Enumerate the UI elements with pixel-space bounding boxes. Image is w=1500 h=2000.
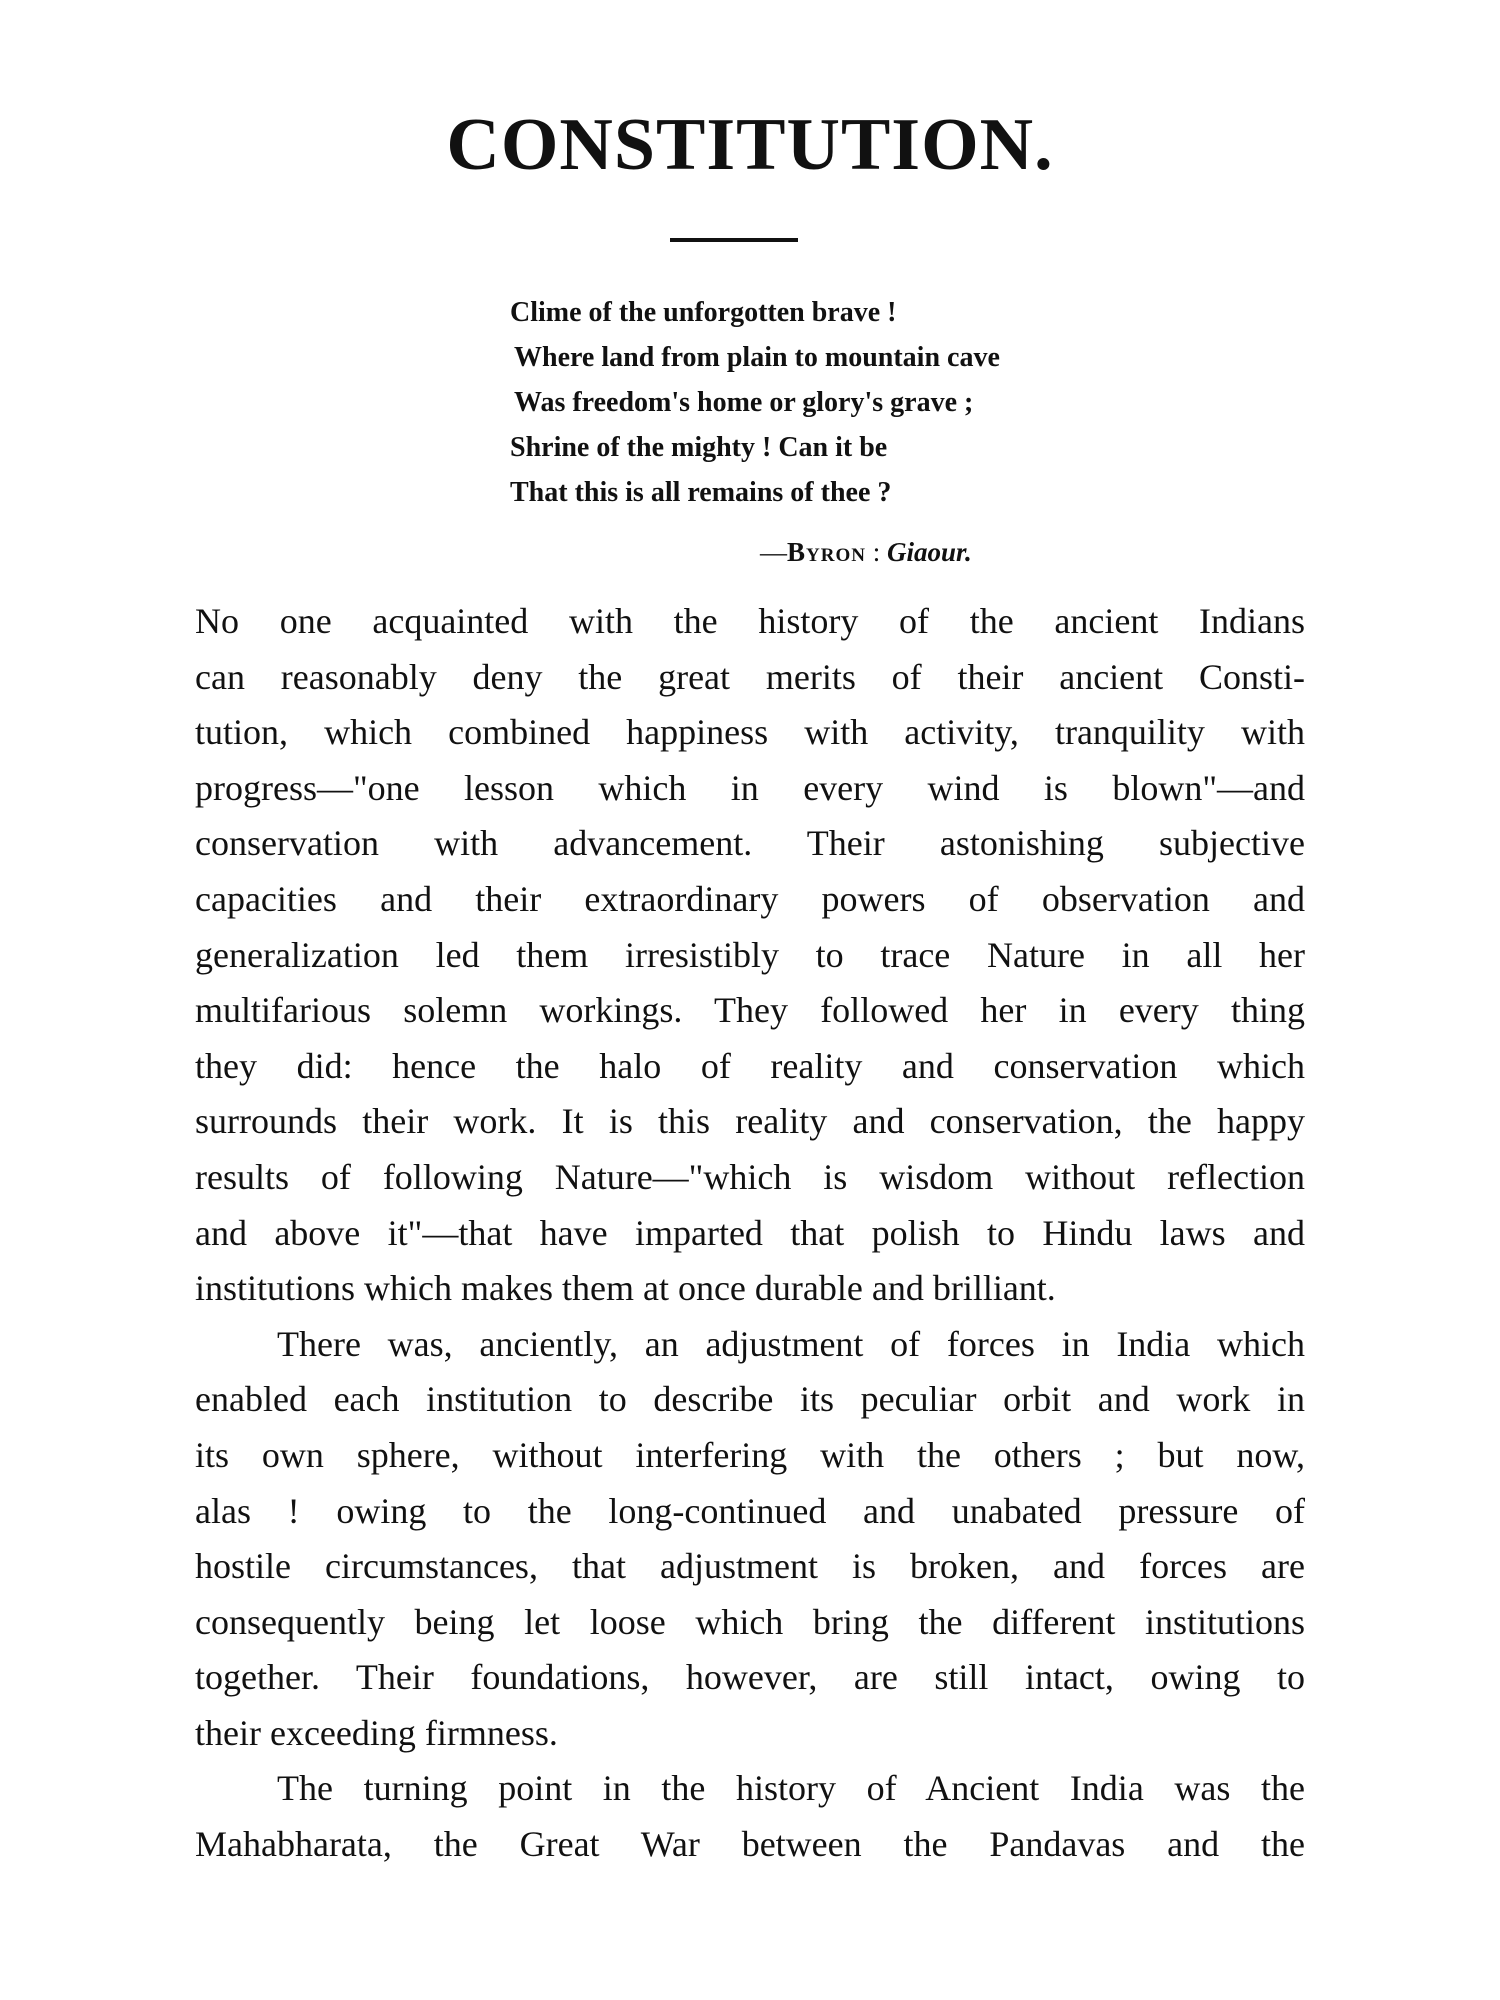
- text-line: they did: hence the halo of reality and conservation which: [195, 1045, 1305, 1086]
- text-line: progress—"one lesson which in every wind is blown"—and: [195, 767, 1305, 808]
- text-line: consequently being let loose which bring the different institutions: [195, 1601, 1305, 1642]
- epigraph-line: Clime of the unforgotten brave !: [510, 297, 897, 328]
- epigraph-line: Was freedom's home or glory's grave ;: [514, 387, 974, 418]
- text-line: its own sphere, without interfering with the others ; but now,: [195, 1434, 1305, 1475]
- text-line: The turning point in the history of Ancient India was the: [277, 1768, 1305, 1809]
- epigraph-line: That this is all remains of thee ?: [510, 477, 892, 508]
- text-line: capacities and their extraordinary powers of observation and: [195, 878, 1305, 919]
- text-line: results of following Nature—"which is wisdom without reflection: [195, 1156, 1305, 1197]
- attribution-dash: —: [760, 537, 787, 567]
- epigraph-line: Shrine of the mighty ! Can it be: [510, 432, 888, 463]
- attribution-author: Byron: [787, 537, 866, 567]
- epigraph-attribution: [760, 532, 972, 572]
- text-line: There was, anciently, an adjustment of forces in India which: [277, 1323, 1305, 1364]
- epigraph-line: Where land from plain to mountain cave: [514, 342, 1000, 373]
- text-line: multifarious solemn workings. They followed her in every thing: [195, 990, 1305, 1031]
- text-line: generalization led them irresistibly to trace Nature in all her: [195, 934, 1305, 975]
- text-line: tution, which combined happiness with activity, tranquility with: [195, 712, 1305, 753]
- paragraph-1: [195, 594, 1305, 1317]
- text-line: enabled each institution to describe its peculiar orbit and work in: [195, 1379, 1305, 1420]
- body-text: [195, 594, 1305, 1873]
- attribution-separator: :: [865, 537, 887, 567]
- page-title: CONSTITUTION.: [446, 104, 1054, 186]
- epigraph: [510, 290, 1210, 515]
- text-line: Mahabharata, the Great War between the Pandavas and the: [195, 1824, 1305, 1865]
- attribution-work: Giaour.: [886, 537, 972, 567]
- text-line: hostile circumstances, that adjustment is broken, and forces are: [195, 1546, 1305, 1587]
- text-line: surrounds their work. It is this reality and conservation, the happy: [195, 1101, 1305, 1142]
- text-line: and above it"—that have imparted that polish to Hindu laws and: [195, 1212, 1305, 1253]
- paragraph-2: [195, 1317, 1305, 1762]
- text-line: institutions which makes them at once durable and brilliant.: [195, 1268, 1056, 1309]
- text-line: No one acquainted with the history of the ancient Indians: [195, 601, 1305, 641]
- text-line: conservation with advancement. Their astonishing subjective: [195, 823, 1305, 864]
- text-line: their exceeding firmness.: [195, 1712, 558, 1753]
- paragraph-3: [195, 1761, 1305, 1872]
- text-line: can reasonably deny the great merits of their ancient Consti-: [195, 656, 1305, 697]
- text-line: together. Their foundations, however, are still intact, owing to: [195, 1657, 1305, 1698]
- title-divider: [670, 238, 798, 242]
- text-line: alas ! owing to the long-continued and unabated pressure of: [195, 1490, 1305, 1531]
